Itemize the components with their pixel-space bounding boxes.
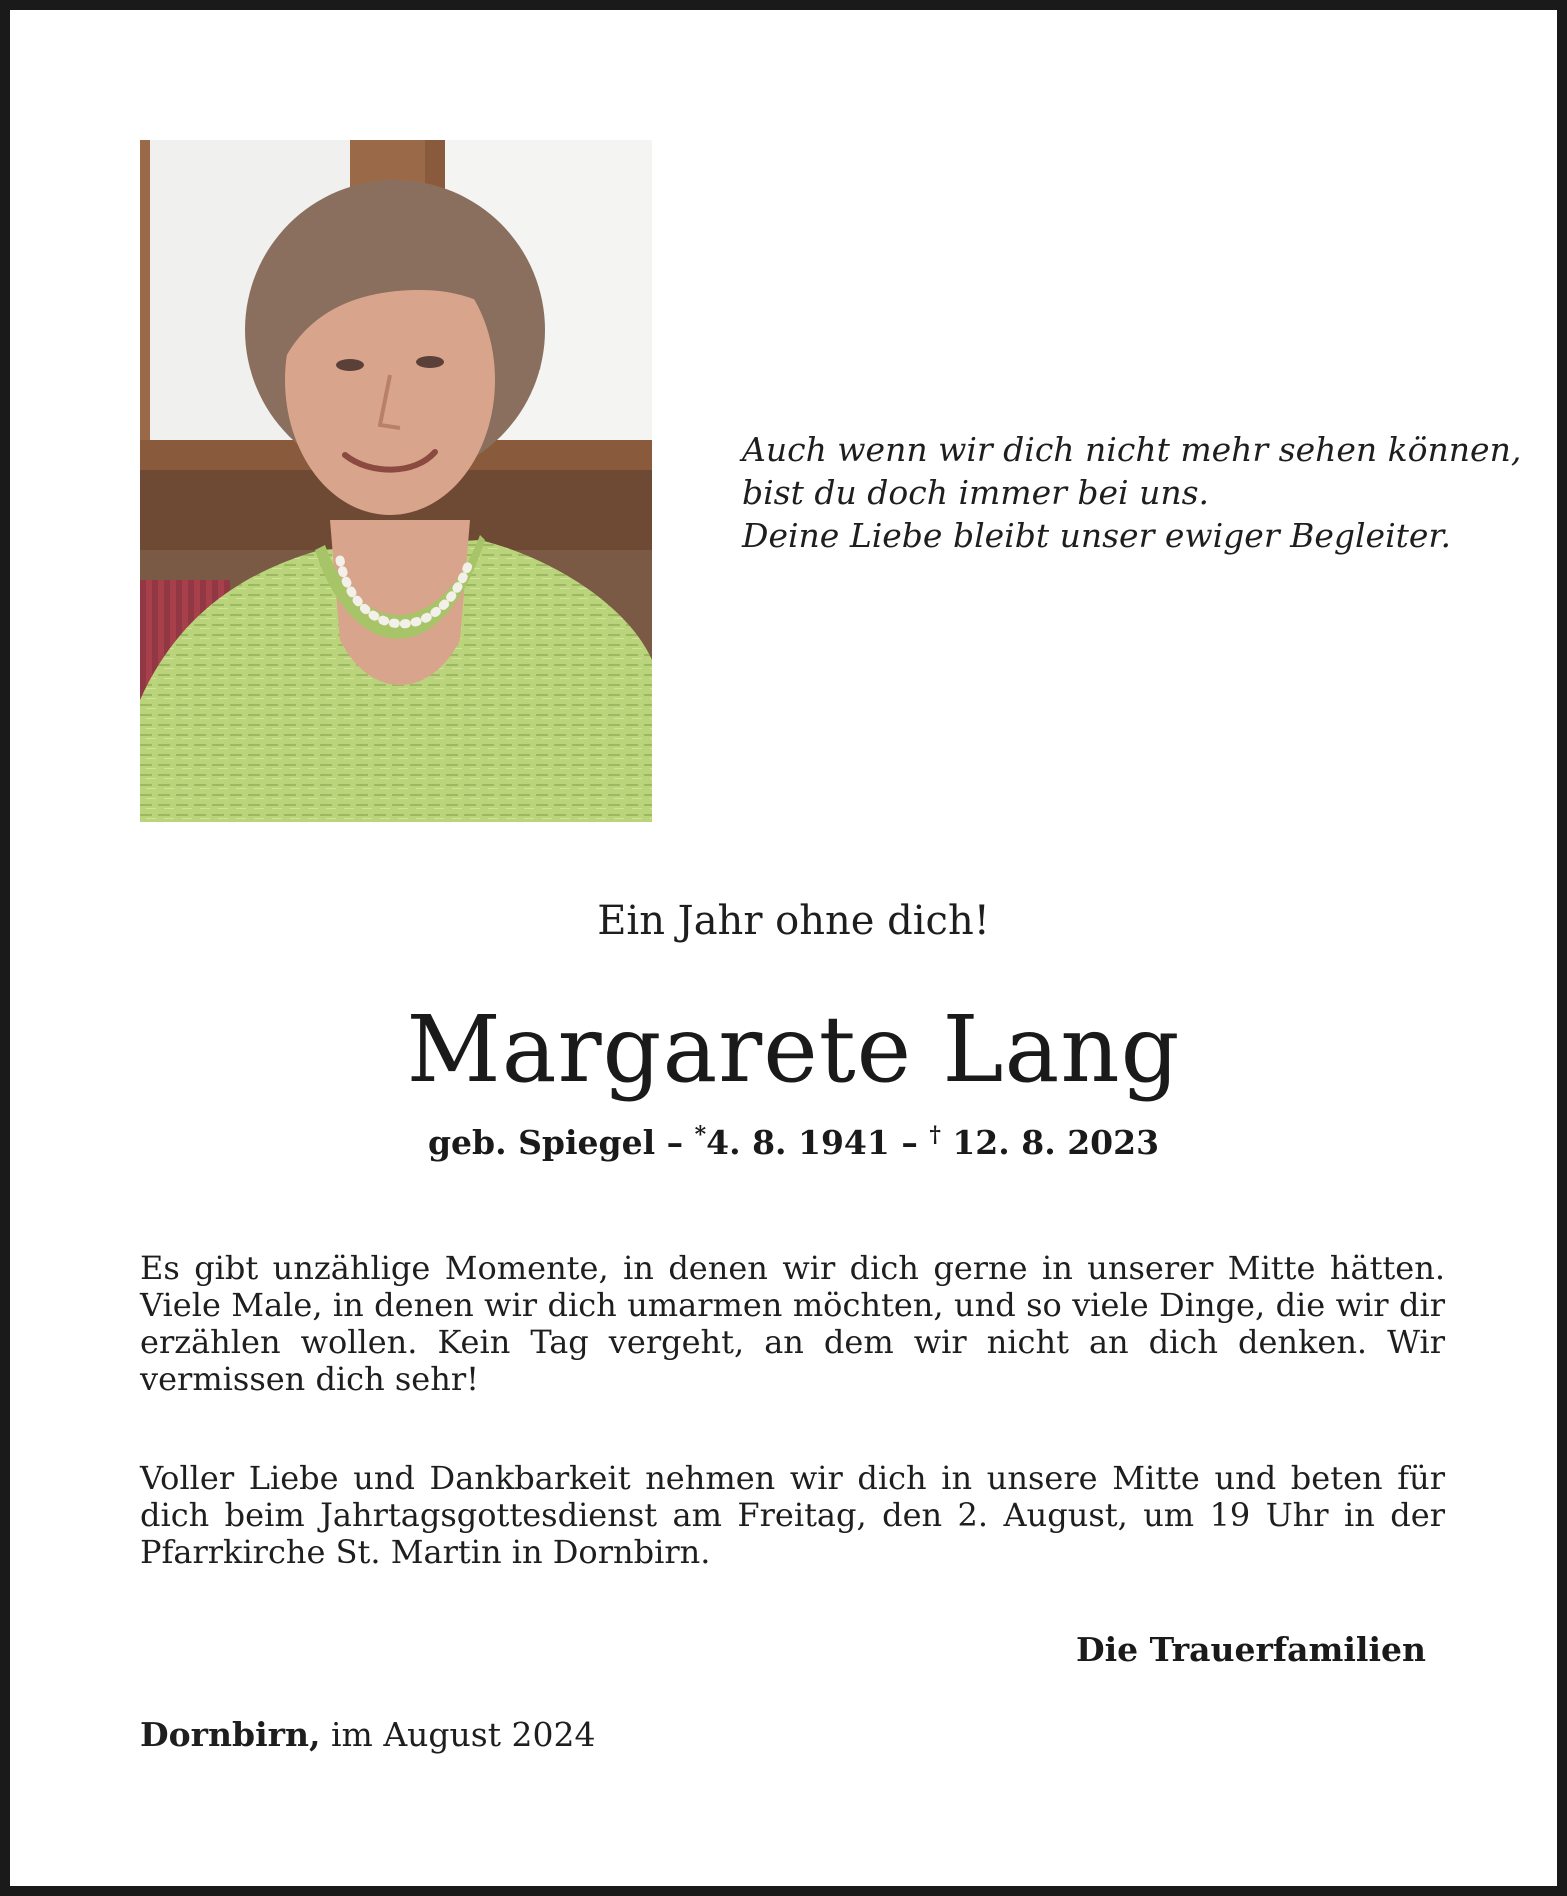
dates-separator: – [655, 1123, 695, 1162]
quote-line: bist du doch immer bei uns. [742, 473, 1210, 512]
quote-line: Auch wenn wir dich nicht mehr sehen können, [742, 430, 1522, 469]
death-symbol: † [929, 1122, 941, 1148]
signature: Die Trauerfamilien [1075, 1630, 1426, 1669]
deceased-name: Margarete Lang [406, 996, 1181, 1103]
place-month: im August 2024 [320, 1715, 596, 1754]
birth-symbol: * [694, 1122, 707, 1148]
remembrance-paragraph: Es gibt unzählige Momente, in denen wir dich gerne in unserer Mitte hätten. Viele Male, in denen wir dich umarmen möchten, und so viele Dinge, die wir dir erzählen wollen. Kein Tag vergeht, an dem wir nicht an dich denken. Wir vermissen dich sehr! [140, 1249, 1445, 1398]
portrait-illustration [140, 140, 652, 822]
place-city: Dornbirn, [140, 1715, 321, 1754]
birth-date: 4. 8. 1941 [706, 1123, 890, 1162]
anniversary-heading: Ein Jahr ohne dich! [597, 898, 990, 944]
dates-separator: – [889, 1123, 930, 1162]
quote-line: Deine Liebe bleibt unser ewiger Begleiter. [742, 516, 1452, 555]
life-dates [10, 1122, 1567, 1162]
maiden-name: geb. Spiegel [427, 1123, 656, 1162]
portrait-photo [140, 140, 652, 822]
memorial-quote [742, 428, 1522, 557]
death-date: 12. 8. 2023 [940, 1123, 1160, 1162]
place-date [140, 1715, 595, 1754]
service-paragraph: Voller Liebe und Dankbarkeit nehmen wir dich in unsere Mitte und beten für dich beim Jahrtagsgottesdienst am Freitag, den 2. August, um 19 Uhr in der Pfarrkirche St. Martin in Dornbirn. [140, 1459, 1445, 1571]
